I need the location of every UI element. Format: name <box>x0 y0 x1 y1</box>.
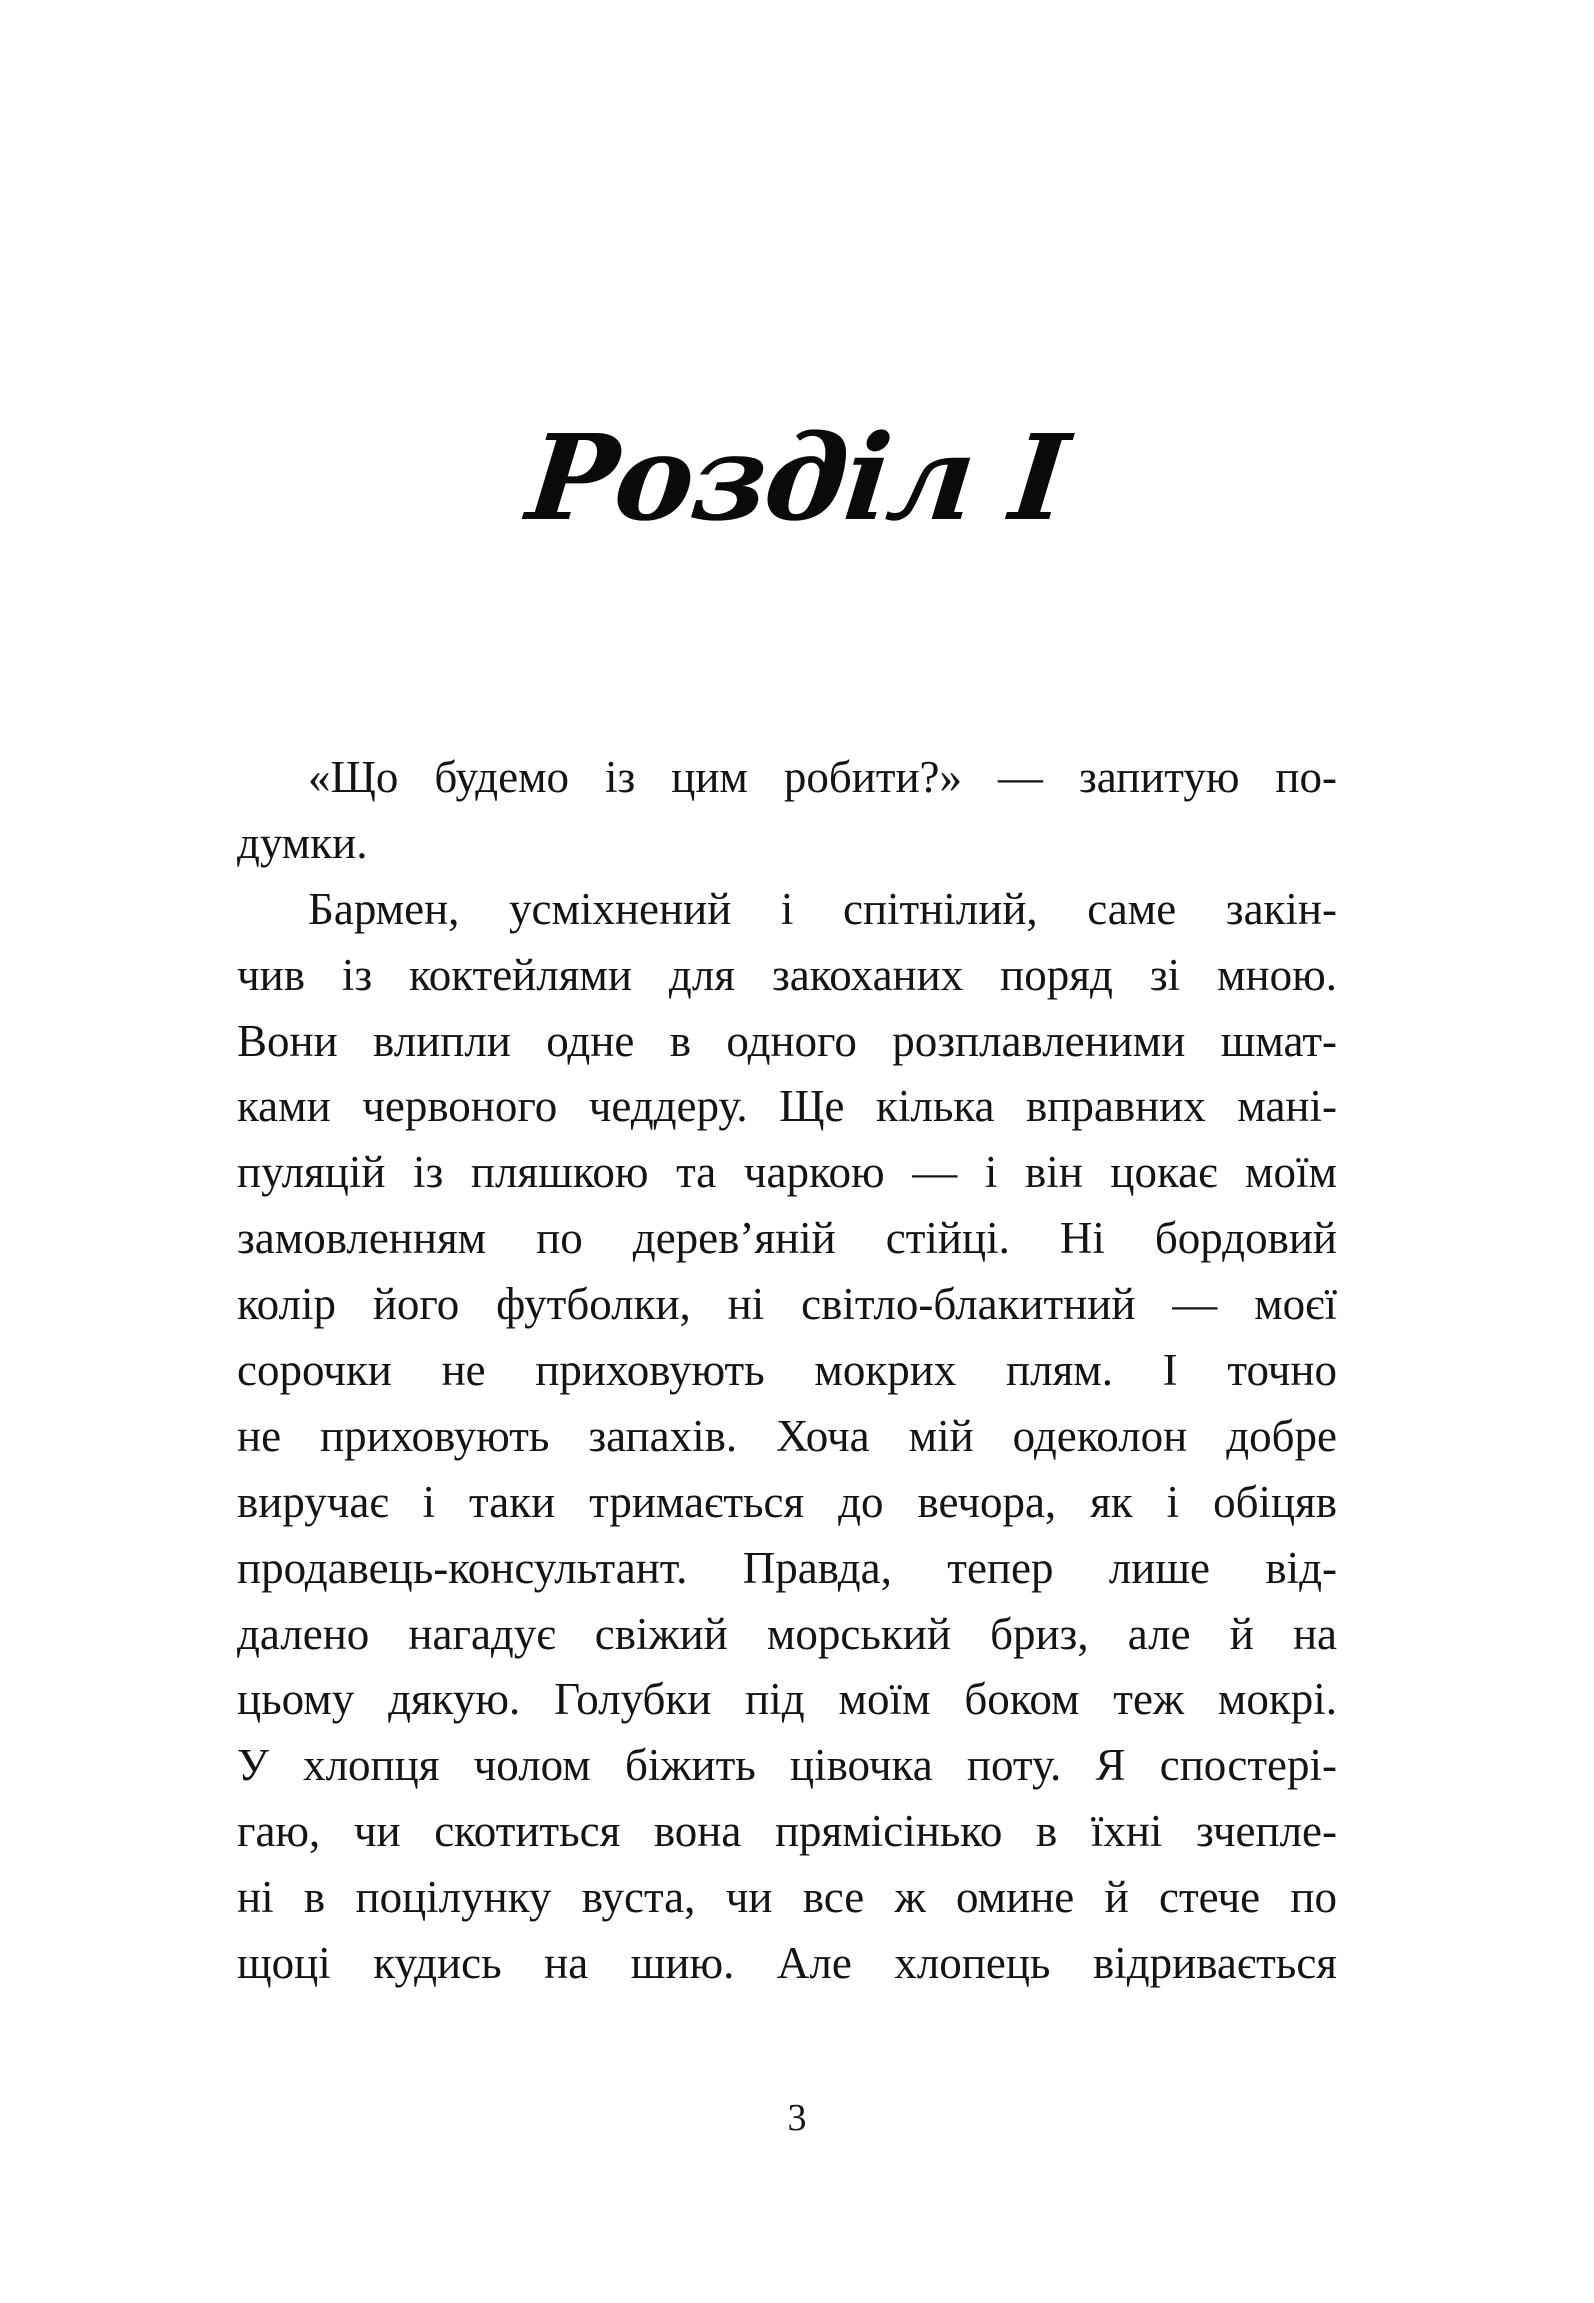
body-text <box>237 745 1337 1997</box>
text-line: замовленням по дерев’яній стійці. Ні бордовий <box>237 1213 1337 1264</box>
chapter-title: Розділ I <box>521 408 1073 547</box>
text-line: сорочки не приховують мокрих плям. І точно <box>237 1345 1337 1396</box>
text-line: продавець-консультант. Правда, тепер лише від- <box>237 1542 1337 1593</box>
text-line: не приховують запахів. Хоча мій одеколон добре <box>237 1410 1337 1461</box>
text-line: цьому дякую. Голубки під моїм боком теж мокрі. <box>237 1674 1337 1725</box>
text-line: пуляцій із пляшкою та чаркою — і він цокає моїм <box>237 1147 1337 1198</box>
page-number: 3 <box>787 2097 807 2139</box>
text-line: виручає і таки тримається до вечора, як і обіцяв <box>237 1476 1337 1527</box>
text-line: Бармен, усміхнений і спітнілий, саме закін- <box>308 883 1337 934</box>
text-line: ками червоного чеддеру. Ще кілька вправних мані- <box>237 1081 1337 1132</box>
text-line: думки. <box>237 817 368 868</box>
text-line: далено нагадує свіжий морський бриз, але й на <box>237 1608 1337 1659</box>
text-line: чив із коктейлями для закоханих поряд зі мною. <box>237 949 1337 1000</box>
text-line: гаю, чи скотиться вона прямісінько в їхні зчепле- <box>237 1806 1337 1857</box>
text-line: щоці кудись на шию. Але хлопець відривається <box>237 1938 1337 1989</box>
text-line: ні в поцілунку вуста, чи все ж омине й стече по <box>237 1872 1337 1923</box>
text-line: Вони влипли одне в одного розплавленими шмат- <box>237 1015 1337 1066</box>
text-line: колір його футболки, ні світло-блакитний — моєї <box>237 1279 1337 1330</box>
text-line: «Що будемо із цим робити?» — запитую по- <box>308 752 1337 802</box>
text-line: У хлопця чолом біжить цівочка поту. Я спостері- <box>237 1740 1337 1791</box>
